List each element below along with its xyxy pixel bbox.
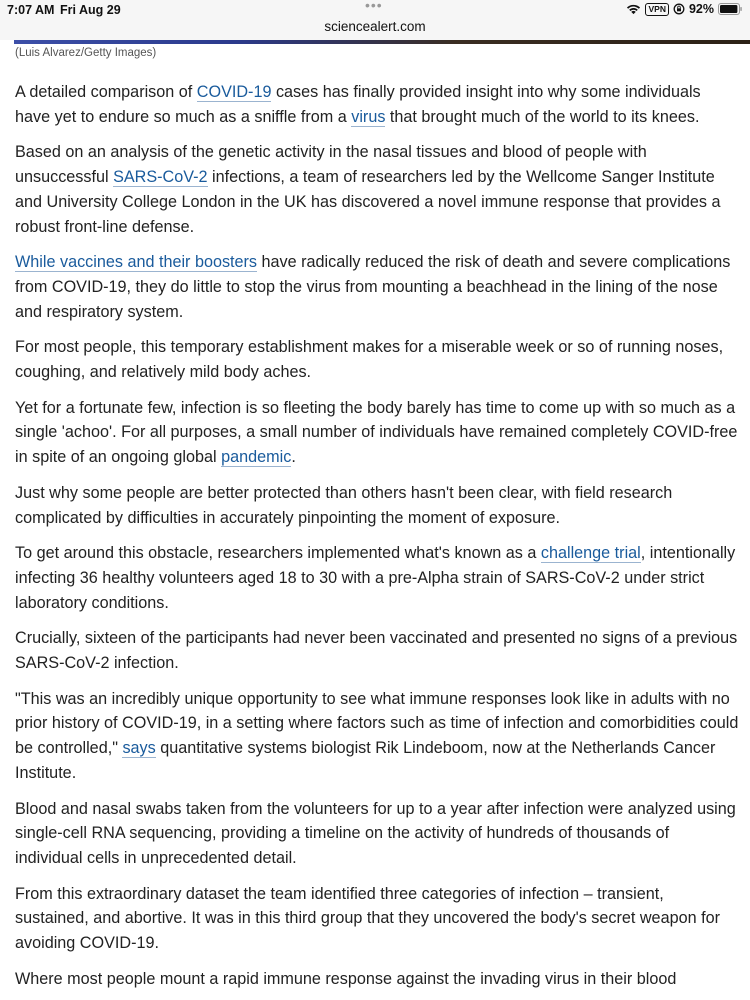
article-paragraph: To get around this obstacle, researchers implemented what's known as a challenge trial, intentionally infecting 36 healthy volunteers aged 18 to 30 with a pre-Alpha strain of SARS-CoV-2 under strict laboratory conditions.: [15, 544, 736, 612]
article-paragraph: From this extraordinary dataset the team identified three categories of infection – transient, sustained, and abortive. It was in this third group that they uncovered the body's secret weapon for avoiding COVID-19.: [15, 884, 720, 953]
article-paragraph: Yet for a fortunate few, infection is so fleeting the body barely has time to come up with so much as a single 'achoo'. For all purposes, a small number of individuals have remained completely COVID-free in spite of an ongoing global pandemic.: [15, 398, 738, 467]
article-paragraph: A detailed comparison of COVID-19 cases has finally provided insight into why some individuals have yet to endure so much as a sniffle from a virus that brought much of the world to its knees.: [15, 83, 701, 126]
vpn-badge: VPN: [645, 3, 668, 16]
battery-icon: [718, 3, 742, 15]
article-paragraph: "This was an incredibly unique opportunity to see what immune responses look like in adults with no prior history of COVID-19, in a setting where factors such as time of infection and comorbidities could be controlled," says quantitative systems biologist Rik Lindeboom, now at the Netherlands Cancer Institute.: [15, 689, 739, 782]
article-paragraph: Crucially, sixteen of the participants had never been vaccinated and presented no signs of a previous SARS-CoV-2 infection.: [15, 629, 738, 673]
hero-image-bottom-edge: [14, 40, 750, 44]
article-paragraph: Based on an analysis of the genetic activity in the nasal tissues and blood of people with unsuccessful SARS-CoV-2 infections, a team of researchers led by the Wellcome Sanger Institute and University College London in the UK has discovered a novel immune response that provides a robust front-line defense.: [15, 143, 721, 236]
image-caption: (Luis Alvarez/Getty Images): [15, 47, 157, 59]
link-sars-cov-2[interactable]: SARS-CoV-2: [113, 168, 208, 187]
multitasking-dots-icon[interactable]: •••: [365, 0, 383, 13]
link-covid-19[interactable]: COVID-19: [196, 83, 272, 101]
battery-percent: 92%: [688, 2, 714, 16]
article-body: [15, 80, 740, 1000]
rotation-lock-icon: [673, 3, 685, 15]
address-bar-url[interactable]: sciencealert.com: [324, 19, 426, 34]
status-time: 7:07 AM: [7, 3, 55, 17]
link-vaccines-boosters[interactable]: While vaccines and their boosters: [15, 253, 258, 272]
article-paragraph: Just why some people are better protected than others hasn't been clear, with field research complicated by difficulties in accurately pinpointing the moment of exposure.: [15, 483, 673, 527]
link-says[interactable]: says: [122, 739, 156, 758]
status-indicators: [626, 2, 742, 16]
article-paragraph: Blood and nasal swabs taken from the volunteers for up to a year after infection were analyzed using single-cell RNA sequencing, providing a timeline on the activity of hundreds of thousands of individual cells in unprecedented detail.: [15, 799, 736, 867]
link-challenge-trial[interactable]: challenge trial: [540, 544, 641, 563]
article-paragraph: While vaccines and their boosters have radically reduced the risk of death and severe complications from COVID-19, they do little to stop the virus from mounting a beachhead in the lining of the nose and respiratory system.: [15, 253, 731, 321]
link-pandemic[interactable]: pandemic: [221, 448, 292, 467]
link-virus[interactable]: virus: [351, 107, 386, 126]
article-paragraph: Where most people mount a rapid immune response against the invading virus in their blood: [15, 969, 677, 988]
article-paragraph: For most people, this temporary establishment makes for a miserable week or so of running noses, coughing, and relatively mild body aches.: [15, 338, 724, 382]
status-bar: [0, 0, 750, 40]
wifi-icon: [626, 3, 641, 15]
status-date: Fri Aug 29: [60, 3, 121, 17]
